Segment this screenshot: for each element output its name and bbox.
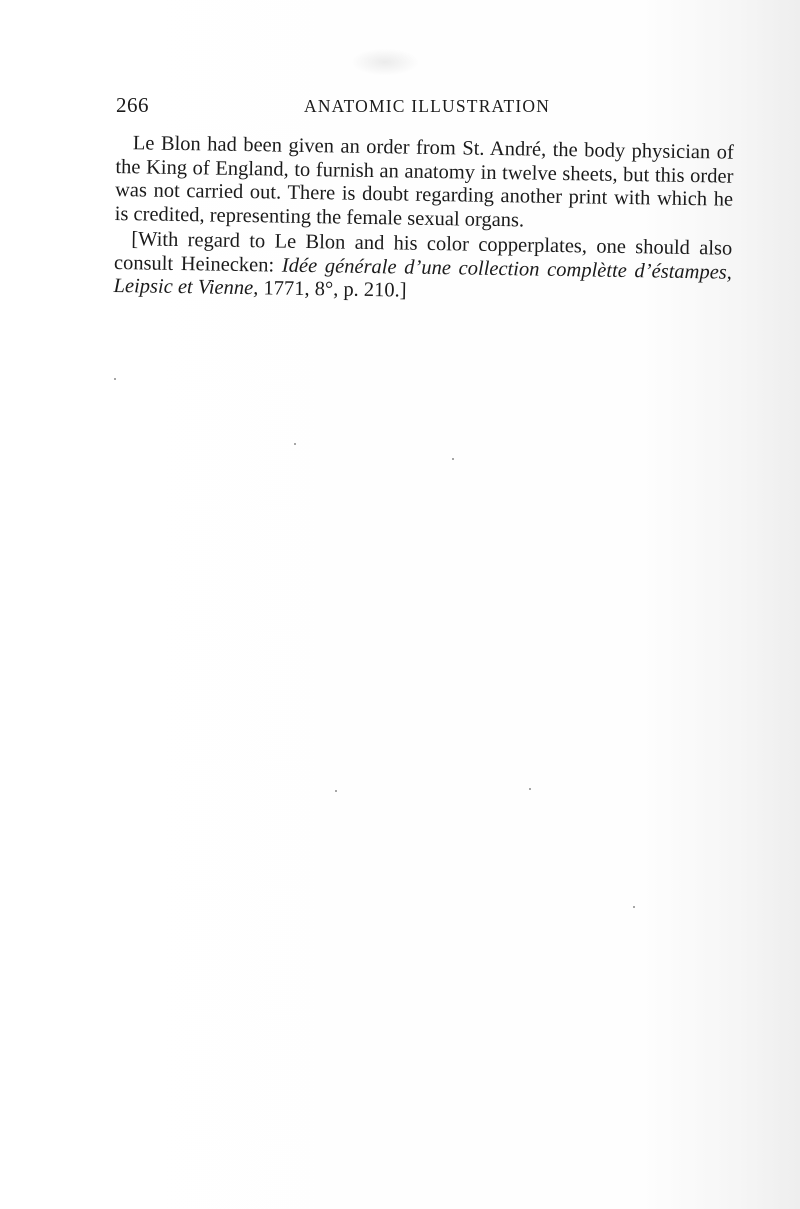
paper-speck	[335, 790, 337, 792]
paper-smudge	[350, 48, 420, 76]
page-number: 266	[116, 93, 149, 117]
body-text	[113, 132, 734, 310]
paper-speck	[294, 443, 296, 445]
running-head	[116, 92, 736, 118]
reference-tail-text: 1771, 8°, p. 210.]	[258, 277, 407, 302]
running-title: ANATOMIC ILLUSTRATION	[304, 96, 551, 116]
paragraph-le-blon-order: Le Blon had been given an order from St. André, the body physician of the King of England, to furnish an anatomy in twelve sheets, but this order was not carried out. There is doubt regarding another print with which he is credited, representing the female sexual organs.	[114, 132, 734, 231]
paper-speck	[114, 378, 116, 380]
paper-speck	[633, 906, 635, 908]
paragraph-heinecken-reference	[113, 228, 732, 308]
reference-place-italic: Leipsic et Vienne,	[113, 274, 259, 300]
reference-lead-text: [With regard to Le Blon and his color copperplates, one should also consult Heinecken:	[113, 228, 733, 277]
paper-speck	[452, 458, 454, 460]
reference-title-italic: Idée générale d’une collection complètte d’éstampes,	[281, 254, 733, 284]
paper-speck	[529, 788, 531, 790]
